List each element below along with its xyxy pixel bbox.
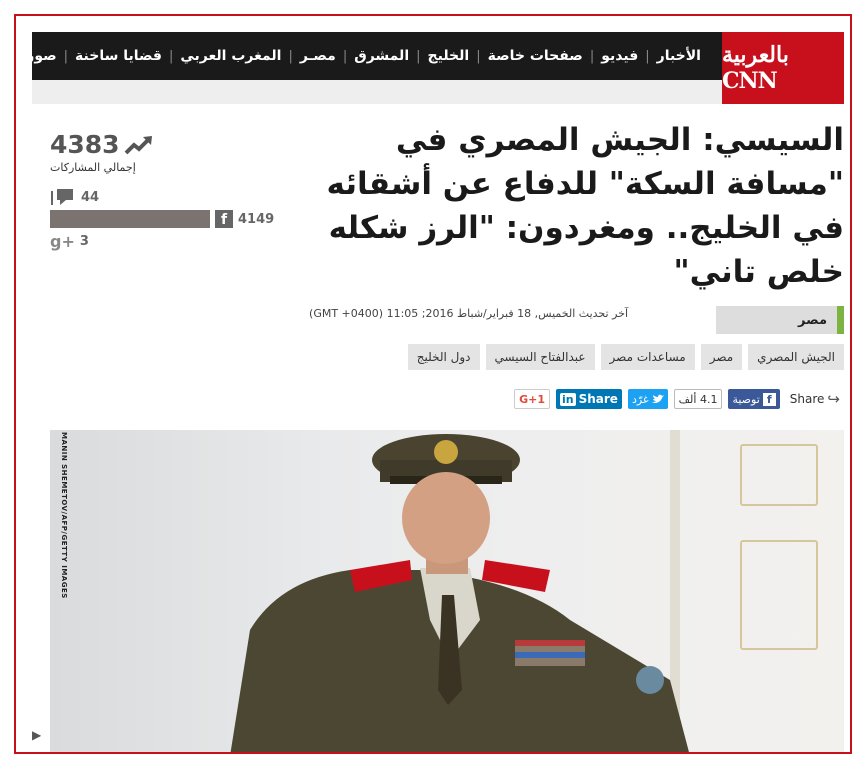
googleplus-button[interactable]: G+1 — [514, 389, 550, 409]
tweet-button[interactable] — [628, 389, 668, 409]
facebook-recommend-button[interactable] — [728, 389, 779, 409]
linkedin-icon: in — [561, 392, 574, 406]
nav-separator: | — [168, 48, 174, 64]
comment-icon — [50, 188, 76, 206]
category-label[interactable] — [716, 306, 844, 334]
nav-item-special-pages[interactable]: صفحات خاصة — [487, 48, 583, 64]
article-photo — [50, 430, 844, 754]
facebook-share-bar — [50, 210, 210, 228]
tag-item[interactable]: مساعدات مصر — [601, 344, 695, 370]
nav-item-egypt[interactable]: مصـر — [299, 48, 336, 64]
trending-up-icon — [124, 134, 154, 156]
image-credit: MANIN SHEMETOV/AFP/GETTY IMAGES — [60, 432, 68, 599]
tag-item[interactable]: دول الخليج — [408, 344, 480, 370]
site-logo[interactable] — [722, 32, 844, 104]
last-updated: آخر تحديث الخميس, 18 فبراير/شباط 2016; 11:05 (GMT +0400) — [309, 307, 628, 320]
linkedin-share-button[interactable] — [556, 389, 622, 409]
nav-separator: | — [288, 48, 293, 64]
facebook-icon: f — [215, 210, 233, 228]
article-headline: السيسي: الجيش المصري في "مسافة السكة" للدفاع عن أشقائه في الخليج.. ومغردون: "الرز شكله خلص تاني" — [326, 122, 844, 290]
facebook-recommend-label: توصية — [732, 392, 760, 406]
facebook-count: 4149 — [238, 211, 275, 227]
tweet-label: غرّد — [631, 392, 649, 406]
twitter-bird-icon — [652, 394, 664, 404]
nav-separator: | — [589, 48, 595, 64]
person-figure — [50, 430, 844, 754]
nav-item-hot-topics[interactable]: قضايا ساخنة — [75, 48, 162, 64]
comments-stat[interactable] — [50, 188, 99, 206]
category-text: مصر — [798, 312, 827, 328]
logo-text: بالعربية CNN — [722, 42, 789, 94]
nav-item-gulf[interactable]: الخليج — [427, 48, 470, 64]
nav-item-maghreb[interactable]: المغرب العربي — [180, 48, 282, 64]
googleplus-count: 3 — [79, 234, 89, 249]
scroll-right-icon[interactable]: ▶ — [32, 728, 42, 742]
tag-item[interactable]: عبدالفتاح السيسي — [486, 344, 595, 370]
facebook-count-bubble: 4.1 ألف — [674, 389, 723, 409]
tag-item[interactable]: الجيش المصري — [748, 344, 844, 370]
share-button[interactable] — [786, 389, 844, 409]
nav-item-levant[interactable]: المشرق — [354, 48, 410, 64]
nav-separator: | — [645, 48, 650, 64]
share-arrow-icon: ↪ — [827, 390, 840, 408]
page-frame — [14, 14, 852, 754]
total-shares — [50, 130, 160, 174]
facebook-icon: f — [763, 393, 776, 406]
linkedin-share-label: Share — [578, 392, 618, 406]
tag-list — [408, 344, 844, 370]
total-shares-label: إجمالي المشاركات — [50, 161, 136, 174]
share-label: Share — [789, 392, 825, 406]
facebook-stat — [50, 210, 274, 228]
total-shares-count: 4383 — [50, 130, 120, 159]
site-header — [26, 32, 844, 104]
nav-separator: | — [342, 48, 348, 64]
nav-separator: | — [416, 48, 421, 64]
nav-separator: | — [63, 48, 69, 64]
nav-item-news[interactable]: الأخبار — [656, 48, 701, 64]
nav-item-video[interactable]: فيديو — [601, 48, 639, 64]
comments-count: 44 — [81, 189, 100, 205]
googleplus-stat — [50, 232, 89, 251]
tag-item[interactable]: مصر — [701, 344, 742, 370]
nav-separator: | — [476, 48, 481, 64]
googleplus-icon: g+ — [50, 232, 75, 251]
main-nav — [26, 32, 722, 80]
social-share-bar — [514, 388, 844, 410]
nav-item-photos[interactable]: صور — [26, 48, 57, 64]
